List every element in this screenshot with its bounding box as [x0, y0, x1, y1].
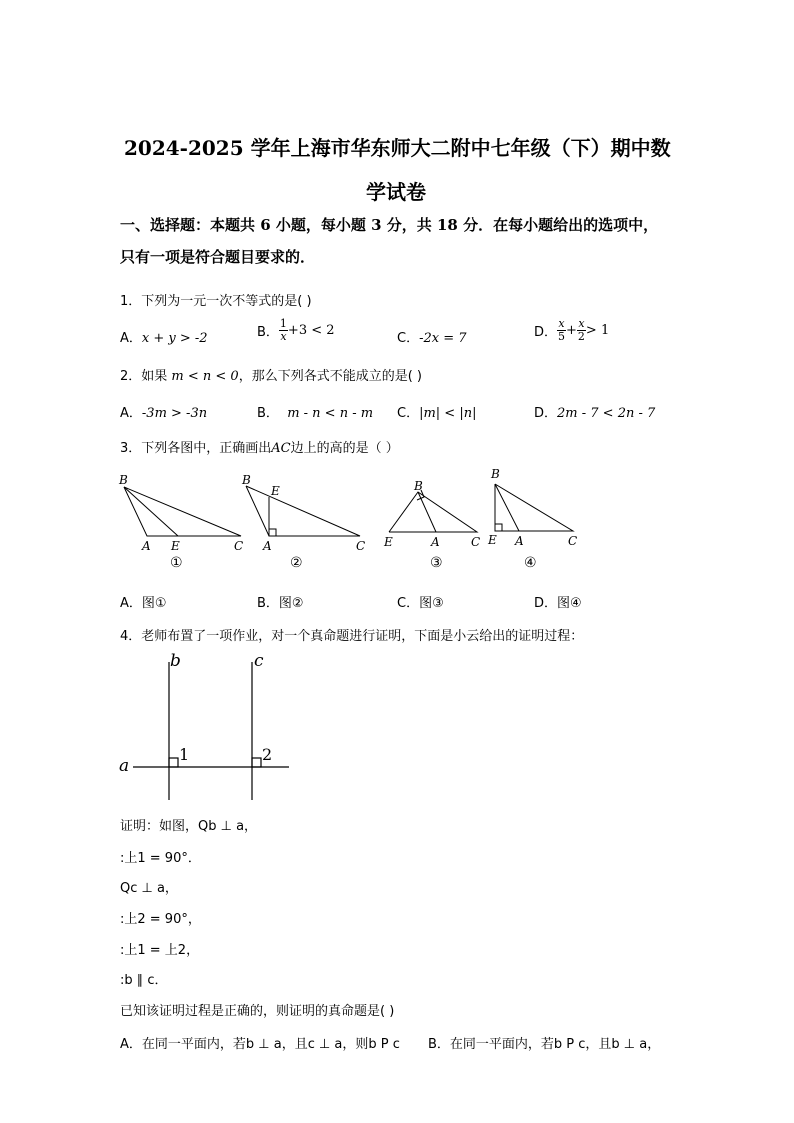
q2-stem-pre: 2．如果 — [120, 369, 168, 384]
plus-sign: + — [566, 323, 577, 338]
svg-text:C: C — [471, 535, 481, 549]
svg-text:B: B — [242, 473, 251, 487]
q3-option-d[interactable]: D．图④ — [534, 596, 582, 611]
q4-proof-line-2: :上1 = 90°． — [120, 851, 201, 866]
q3-option-b[interactable]: B．图② — [257, 596, 304, 611]
option-label: B． — [257, 325, 279, 340]
svg-text:A: A — [142, 539, 151, 553]
svg-text:C: C — [234, 539, 244, 553]
fig4-triangle — [495, 484, 573, 531]
q4-angle-1-label: 1 — [179, 745, 190, 764]
numerator: x — [578, 317, 585, 330]
q3-option-a[interactable]: A．图① — [120, 596, 167, 611]
denominator: 5 — [558, 330, 566, 343]
q4-option-a[interactable]: A．在同一平面内，若b ⊥ a，且c ⊥ a，则b P c — [120, 1037, 400, 1052]
option-label: D． — [534, 406, 558, 421]
fig2-number: ② — [290, 555, 303, 571]
q4-proof-line-3: Qc ⊥ a， — [120, 881, 178, 896]
q1-b-rest: +3 < 2 — [287, 323, 335, 338]
svg-text:E: E — [384, 535, 393, 549]
q1-stem: 1．下列为一元一次不等式的是( ) — [120, 294, 312, 309]
q4-right-angle-2 — [252, 758, 261, 767]
q2-b-expr: m - n < n - m — [287, 406, 374, 421]
svg-text:B: B — [491, 467, 500, 481]
fig1-triangle — [124, 487, 241, 536]
q3-stem-post: 边上的高的是（ ） — [290, 441, 399, 456]
svg-text:C: C — [568, 534, 578, 548]
fig1-line-be — [124, 487, 178, 536]
q1-d-rest: > 1 — [585, 323, 610, 338]
option-label: A． — [120, 406, 142, 421]
fig4-number: ④ — [524, 555, 537, 571]
q4-proof-line-6: :b ∥ c． — [120, 973, 168, 988]
option-label: D． — [534, 325, 558, 340]
q3-option-c[interactable]: C．图③ — [397, 596, 444, 611]
q2-a-expr: -3m > -3n — [141, 406, 208, 421]
svg-text:A: A — [431, 535, 440, 549]
q3-stem-math: AC — [271, 441, 291, 456]
section-heading-line1: 一、选择题：本题共 6 小题，每小题 3 分，共 18 分．在每小题给出的选项中， — [120, 216, 659, 234]
q2-d-expr: 2m - 7 < 2n - 7 — [557, 406, 656, 421]
q3-stem-pre: 3．下列各图中，正确画出 — [120, 441, 272, 456]
q4-proof-line-5: :上1 = 上2， — [120, 943, 200, 958]
q4-label-c: c — [254, 651, 264, 671]
svg-text:E: E — [488, 533, 497, 547]
option-label: A． — [120, 331, 142, 346]
numerator: 1 — [279, 317, 287, 330]
section-heading-line2: 只有一项是符合题目要求的． — [120, 248, 316, 266]
q2-c-expr: |m| < |n| — [419, 406, 477, 421]
q4-option-b[interactable]: B．在同一平面内，若b P c，且b ⊥ a， — [428, 1037, 661, 1052]
denominator: x — [280, 330, 287, 343]
fig1-number: ① — [170, 555, 183, 571]
denominator: 2 — [577, 330, 585, 343]
page-title-line1: 2024-2025 学年上海市华东师大二附中七年级（下）期中数 — [124, 136, 671, 160]
q4-angle-2-label: 2 — [262, 745, 273, 764]
q4-label-a: a — [119, 756, 130, 776]
svg-text:B: B — [119, 473, 128, 487]
fig3-number: ③ — [430, 555, 443, 571]
q2-stem-post: ，那么下列各式不能成立的是( ) — [238, 369, 422, 384]
q2-stem-math: m < n < 0 — [171, 369, 239, 384]
q4-label-b: b — [170, 651, 181, 671]
q1-a-expr: x + y > -2 — [141, 331, 208, 346]
svg-text:E: E — [271, 484, 280, 498]
svg-text:C: C — [356, 539, 366, 553]
option-label: C． — [397, 406, 420, 421]
q4-proof-line-4: :上2 = 90°， — [120, 912, 201, 927]
fig2-right-angle — [269, 529, 276, 536]
svg-text:A: A — [263, 539, 272, 553]
q4-right-angle-1 — [169, 758, 178, 767]
option-label: B． — [257, 406, 279, 421]
svg-text:B: B — [414, 479, 423, 493]
q4-proof-line-1: 证明：如图，Qb ⊥ a， — [120, 819, 258, 834]
option-label: C． — [397, 331, 420, 346]
q4-stem: 4．老师布置了一项作业，对一个真命题进行证明，下面是小云给出的证明过程： — [120, 629, 584, 644]
numerator: x — [558, 317, 565, 330]
q4-question: 已知该证明过程是正确的，则证明的真命题是( ) — [120, 1004, 395, 1019]
fig2-triangle — [246, 486, 360, 536]
svg-text:E: E — [171, 539, 180, 553]
q1-c-expr: -2x = 7 — [419, 331, 467, 346]
page-title-line2: 学试卷 — [366, 180, 426, 204]
fig4-right-angle — [495, 524, 502, 531]
svg-text:A: A — [515, 534, 524, 548]
